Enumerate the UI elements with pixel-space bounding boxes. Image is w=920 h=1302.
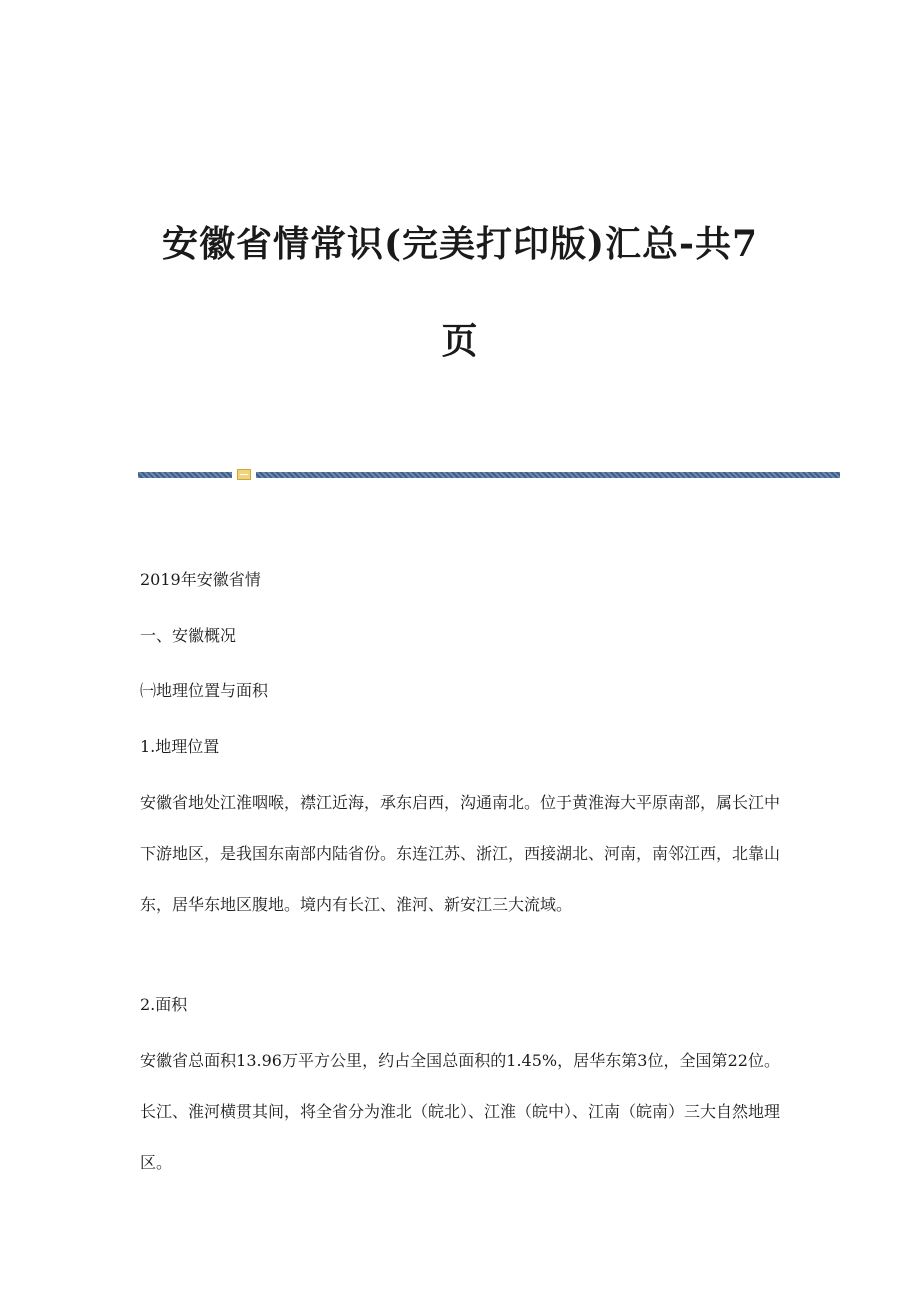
chapter-heading: 一、安徽概况 xyxy=(140,626,237,645)
year-heading: 2019年安徽省情 xyxy=(140,570,261,589)
document-title-continued: 页 xyxy=(441,320,479,362)
item1-heading: 1.地理位置 xyxy=(140,737,220,756)
item2-paragraph: 安徽省总面积13.96万平方公里，约占全国总面积的1.45%，居华东第3位，全国第22位。长江、淮河横贯其间，将全省分为淮北（皖北）、江淮（皖中）、江南（皖南）三大自然地理区。 xyxy=(140,1051,781,1172)
divider-bar-left xyxy=(138,472,232,478)
decorative-divider xyxy=(138,468,840,482)
item2-heading: 2.面积 xyxy=(140,995,188,1014)
divider-bar-right xyxy=(256,472,840,478)
envelope-icon xyxy=(237,469,251,480)
sub-heading: ㈠地理位置与面积 xyxy=(140,681,269,700)
item1-paragraph: 安徽省地处江淮咽喉，襟江近海，承东启西，沟通南北。位于黄淮海大平原南部，属长江中下游地区，是我国东南部内陆省份。东连江苏、浙江，西接湖北、河南，南邻江西，北靠山东，居华东地区腹地。境内有长江、淮河、新安江三大流域。 xyxy=(140,793,781,914)
document-title: 安徽省情常识(完美打印版)汇总-共7 xyxy=(161,223,759,265)
